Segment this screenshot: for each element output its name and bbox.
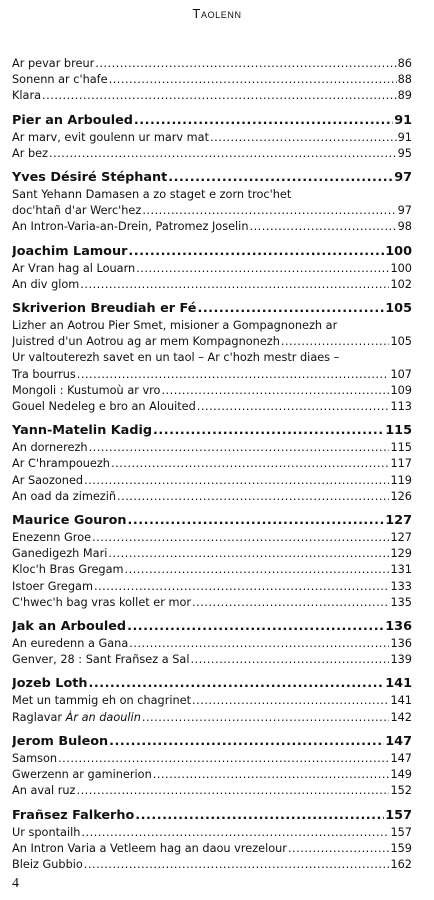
author-heading xyxy=(12,243,412,260)
dot-leader xyxy=(249,219,396,235)
entry-title: Ur spontailh xyxy=(12,825,81,839)
entry-title: Gouel Nedeleg e bro an Alouited xyxy=(12,400,196,414)
toc-section xyxy=(12,512,412,611)
entry-page: 89 xyxy=(397,89,412,103)
entry-title: An oad da zimeziñ xyxy=(12,489,117,503)
entry-title-italic: Àr an daoulin xyxy=(65,710,141,724)
dot-leader xyxy=(109,733,384,750)
toc-entry xyxy=(12,783,412,799)
dot-leader xyxy=(153,767,390,783)
author-page: 147 xyxy=(385,733,412,749)
entry-title: An Intron Varia a Vetleem hag an daou vrezelour xyxy=(12,841,287,855)
entry-title-line: Juistred d'un Aotrou ag ar mem Kompagnonezh xyxy=(12,335,280,349)
entry-title: An euredenn a Gana xyxy=(12,637,129,651)
toc-entry xyxy=(12,219,412,235)
entry-title: Samson xyxy=(12,751,58,765)
entry-page: 162 xyxy=(390,857,412,871)
dot-leader xyxy=(84,473,389,489)
toc-section xyxy=(12,733,412,800)
entry-title: C'hwec'h bag vras kollet er mor xyxy=(12,595,192,609)
entry-title: Kloc'h Bras Gregam xyxy=(12,563,124,577)
entry-page: 131 xyxy=(390,563,412,577)
dot-leader xyxy=(190,652,389,668)
entry-title: Ar pevar breur xyxy=(12,57,95,70)
entry-page: 109 xyxy=(390,383,412,397)
author-name: Jak an Arbouled xyxy=(12,619,127,635)
toc-entry xyxy=(12,277,412,293)
author-heading xyxy=(12,675,412,692)
toc-entry xyxy=(12,636,412,652)
table-of-contents xyxy=(12,56,412,880)
dot-leader xyxy=(135,807,384,824)
toc-entry xyxy=(12,562,412,578)
entry-title: Enezenn Groe xyxy=(12,531,92,545)
dot-leader xyxy=(125,562,390,578)
entry-page: 136 xyxy=(390,637,412,651)
author-heading xyxy=(12,169,412,186)
entry-page: 149 xyxy=(390,768,412,782)
author-name: Frañsez Falkerho xyxy=(12,807,135,823)
entry-title: Klara xyxy=(12,89,42,103)
toc-section xyxy=(12,618,412,668)
toc-entry xyxy=(12,751,412,767)
toc-entry xyxy=(12,187,412,219)
author-page: 91 xyxy=(394,112,412,128)
dot-leader xyxy=(108,546,389,562)
toc-entry xyxy=(12,56,412,72)
author-page: 100 xyxy=(385,243,412,259)
author-name: Skriverion Breudiah er Fé xyxy=(12,301,197,317)
entry-page: 159 xyxy=(390,841,412,855)
toc-entry xyxy=(12,456,412,472)
author-name: Yves Désiré Stéphant xyxy=(12,170,168,186)
dot-leader xyxy=(210,130,397,146)
author-name: Jerom Buleon xyxy=(12,733,109,749)
dot-leader xyxy=(111,456,389,472)
entry-page: 127 xyxy=(390,531,412,545)
entry-page: 100 xyxy=(390,261,412,275)
entry-title: Ar Saozoned xyxy=(12,473,84,487)
dot-leader xyxy=(142,710,390,726)
toc-entry xyxy=(12,530,412,546)
entry-page: 152 xyxy=(390,784,412,798)
dot-leader xyxy=(95,56,396,72)
dot-leader xyxy=(288,841,389,857)
author-name: Joachim Lamour xyxy=(12,243,128,259)
entry-title: Genver, 28 : Sant Frañsez a Sal xyxy=(12,653,190,667)
toc-entry xyxy=(12,546,412,562)
dot-leader xyxy=(129,636,389,652)
toc-entry xyxy=(12,440,412,456)
toc-entry xyxy=(12,710,412,726)
running-header: Taolenn xyxy=(192,6,242,21)
entry-title: Met un tammig eh on chagrinet xyxy=(12,694,192,708)
dot-leader xyxy=(117,489,389,505)
toc-entry xyxy=(12,72,412,88)
toc-section xyxy=(12,112,412,162)
entry-page: 95 xyxy=(397,146,412,160)
toc-entry xyxy=(12,130,412,146)
entry-title-line: Ur valtouterezh savet en un taol – Ar c'hozh mestr diaes – xyxy=(12,351,340,365)
author-page: 115 xyxy=(385,423,412,439)
dot-leader xyxy=(42,88,397,104)
dot-leader xyxy=(89,440,390,456)
author-heading xyxy=(12,112,412,129)
author-page: 97 xyxy=(394,170,412,186)
author-heading xyxy=(12,512,412,529)
dot-leader xyxy=(77,367,390,383)
page-number: 4 xyxy=(12,876,19,891)
entry-title: Istoer Gregam xyxy=(12,579,93,593)
author-heading xyxy=(12,618,412,635)
dot-leader xyxy=(153,422,384,439)
toc-entry xyxy=(12,146,412,162)
toc-entry xyxy=(12,841,412,857)
dot-leader xyxy=(49,146,397,162)
entry-page: 113 xyxy=(390,400,412,414)
toc-entry xyxy=(12,652,412,668)
author-page: 136 xyxy=(385,619,412,635)
entry-title-line: doc'htañ d'ar Werc'hez xyxy=(12,204,142,218)
entry-title xyxy=(12,710,141,726)
dot-leader xyxy=(94,579,389,595)
dot-leader xyxy=(128,243,384,260)
entry-page: 115 xyxy=(390,441,412,455)
dot-leader xyxy=(197,300,384,317)
author-page: 105 xyxy=(385,301,412,317)
toc-entry xyxy=(12,261,412,277)
toc-section xyxy=(12,169,412,236)
toc-entry xyxy=(12,857,412,873)
author-heading xyxy=(12,422,412,439)
entry-page: 135 xyxy=(390,595,412,609)
entry-title: An aval ruz xyxy=(12,784,76,798)
toc-entry xyxy=(12,399,412,415)
author-name: Jozeb Loth xyxy=(12,676,88,692)
toc-entry xyxy=(12,88,412,104)
author-name: Maurice Gouron xyxy=(12,513,127,529)
entry-title: Sonenn ar c'hafe xyxy=(12,73,108,87)
entry-title-line: Tra bourrus xyxy=(12,367,76,381)
entry-title: Ar marv, evit goulenn ur marv mat xyxy=(12,130,210,144)
dot-leader xyxy=(88,675,384,692)
toc-entry xyxy=(12,579,412,595)
entry-title: Mongoli : Kustumoù ar vro xyxy=(12,383,161,397)
author-heading xyxy=(12,733,412,750)
entry-page: 86 xyxy=(397,57,412,70)
entry-title: An div glom xyxy=(12,277,80,291)
entry-page: 157 xyxy=(390,825,412,839)
dot-leader xyxy=(81,825,389,841)
dot-leader xyxy=(136,261,389,277)
toc-section xyxy=(12,422,412,505)
author-page: 157 xyxy=(385,807,412,823)
entry-title: Bleiz Gubbio xyxy=(12,857,83,871)
entry-title-prefix: Raglavar xyxy=(12,710,63,724)
author-heading xyxy=(12,807,412,824)
author-page: 141 xyxy=(385,676,412,692)
toc-entry xyxy=(12,693,412,709)
entry-title-line: Sant Yehann Damasen a zo staget e zorn troc'het xyxy=(12,188,292,202)
dot-leader xyxy=(76,783,389,799)
toc-section xyxy=(12,300,412,415)
entry-page: 91 xyxy=(397,130,412,144)
dot-leader xyxy=(134,112,393,129)
entry-page: 102 xyxy=(390,277,412,291)
entry-page: 142 xyxy=(390,710,412,724)
toc-entry xyxy=(12,489,412,505)
entry-page: 98 xyxy=(397,220,412,234)
toc-entry xyxy=(12,383,412,399)
entry-page: 97 xyxy=(397,204,412,218)
dot-leader xyxy=(58,751,389,767)
entry-page: 133 xyxy=(390,579,412,593)
dot-leader xyxy=(109,72,397,88)
dot-leader xyxy=(80,277,389,293)
toc-section xyxy=(12,243,412,293)
toc-entry xyxy=(12,767,412,783)
dot-leader xyxy=(127,618,384,635)
dot-leader xyxy=(84,857,390,873)
toc-entry xyxy=(12,350,412,382)
toc-section xyxy=(12,56,412,105)
dot-leader xyxy=(168,169,393,186)
entry-page: 117 xyxy=(390,457,412,471)
entry-page: 139 xyxy=(390,653,412,667)
entry-title: Ganedigezh Mari xyxy=(12,547,108,561)
dot-leader xyxy=(192,693,389,709)
author-name: Yann-Matelin Kadig xyxy=(12,423,153,439)
entry-page: 129 xyxy=(390,547,412,561)
dot-leader xyxy=(197,399,390,415)
entry-title: An dornerezh xyxy=(12,441,88,455)
entry-title: Ar bez xyxy=(12,146,49,160)
toc-entry xyxy=(12,825,412,841)
dot-leader xyxy=(161,383,389,399)
toc-entry xyxy=(12,318,412,350)
dot-leader xyxy=(142,203,396,219)
entry-title: Ar C'hrampouezh xyxy=(12,457,110,471)
entry-page: 119 xyxy=(390,473,412,487)
entry-page: 141 xyxy=(390,694,412,708)
entry-page: 126 xyxy=(390,489,412,503)
dot-leader xyxy=(281,334,390,350)
dot-leader xyxy=(128,512,385,529)
toc-entry xyxy=(12,473,412,489)
entry-title: Gwerzenn ar gaminerion xyxy=(12,768,152,782)
entry-page: 88 xyxy=(397,73,412,87)
entry-title: An Intron-Varia-an-Drein, Patromez Joselin xyxy=(12,220,249,234)
entry-page: 107 xyxy=(390,367,412,381)
toc-section xyxy=(12,807,412,874)
toc-section xyxy=(12,675,412,725)
entry-page: 105 xyxy=(390,335,412,349)
dot-leader xyxy=(92,530,389,546)
entry-title-line: Lizher an Aotrou Pier Smet, misioner a Gompagnonezh ar xyxy=(12,319,338,333)
dot-leader xyxy=(192,595,389,611)
entry-page: 147 xyxy=(390,751,412,765)
author-name: Pier an Arbouled xyxy=(12,112,133,128)
author-page: 127 xyxy=(385,513,412,529)
author-heading xyxy=(12,300,412,317)
entry-title: Ar Vran hag al Louarn xyxy=(12,261,136,275)
toc-entry xyxy=(12,595,412,611)
